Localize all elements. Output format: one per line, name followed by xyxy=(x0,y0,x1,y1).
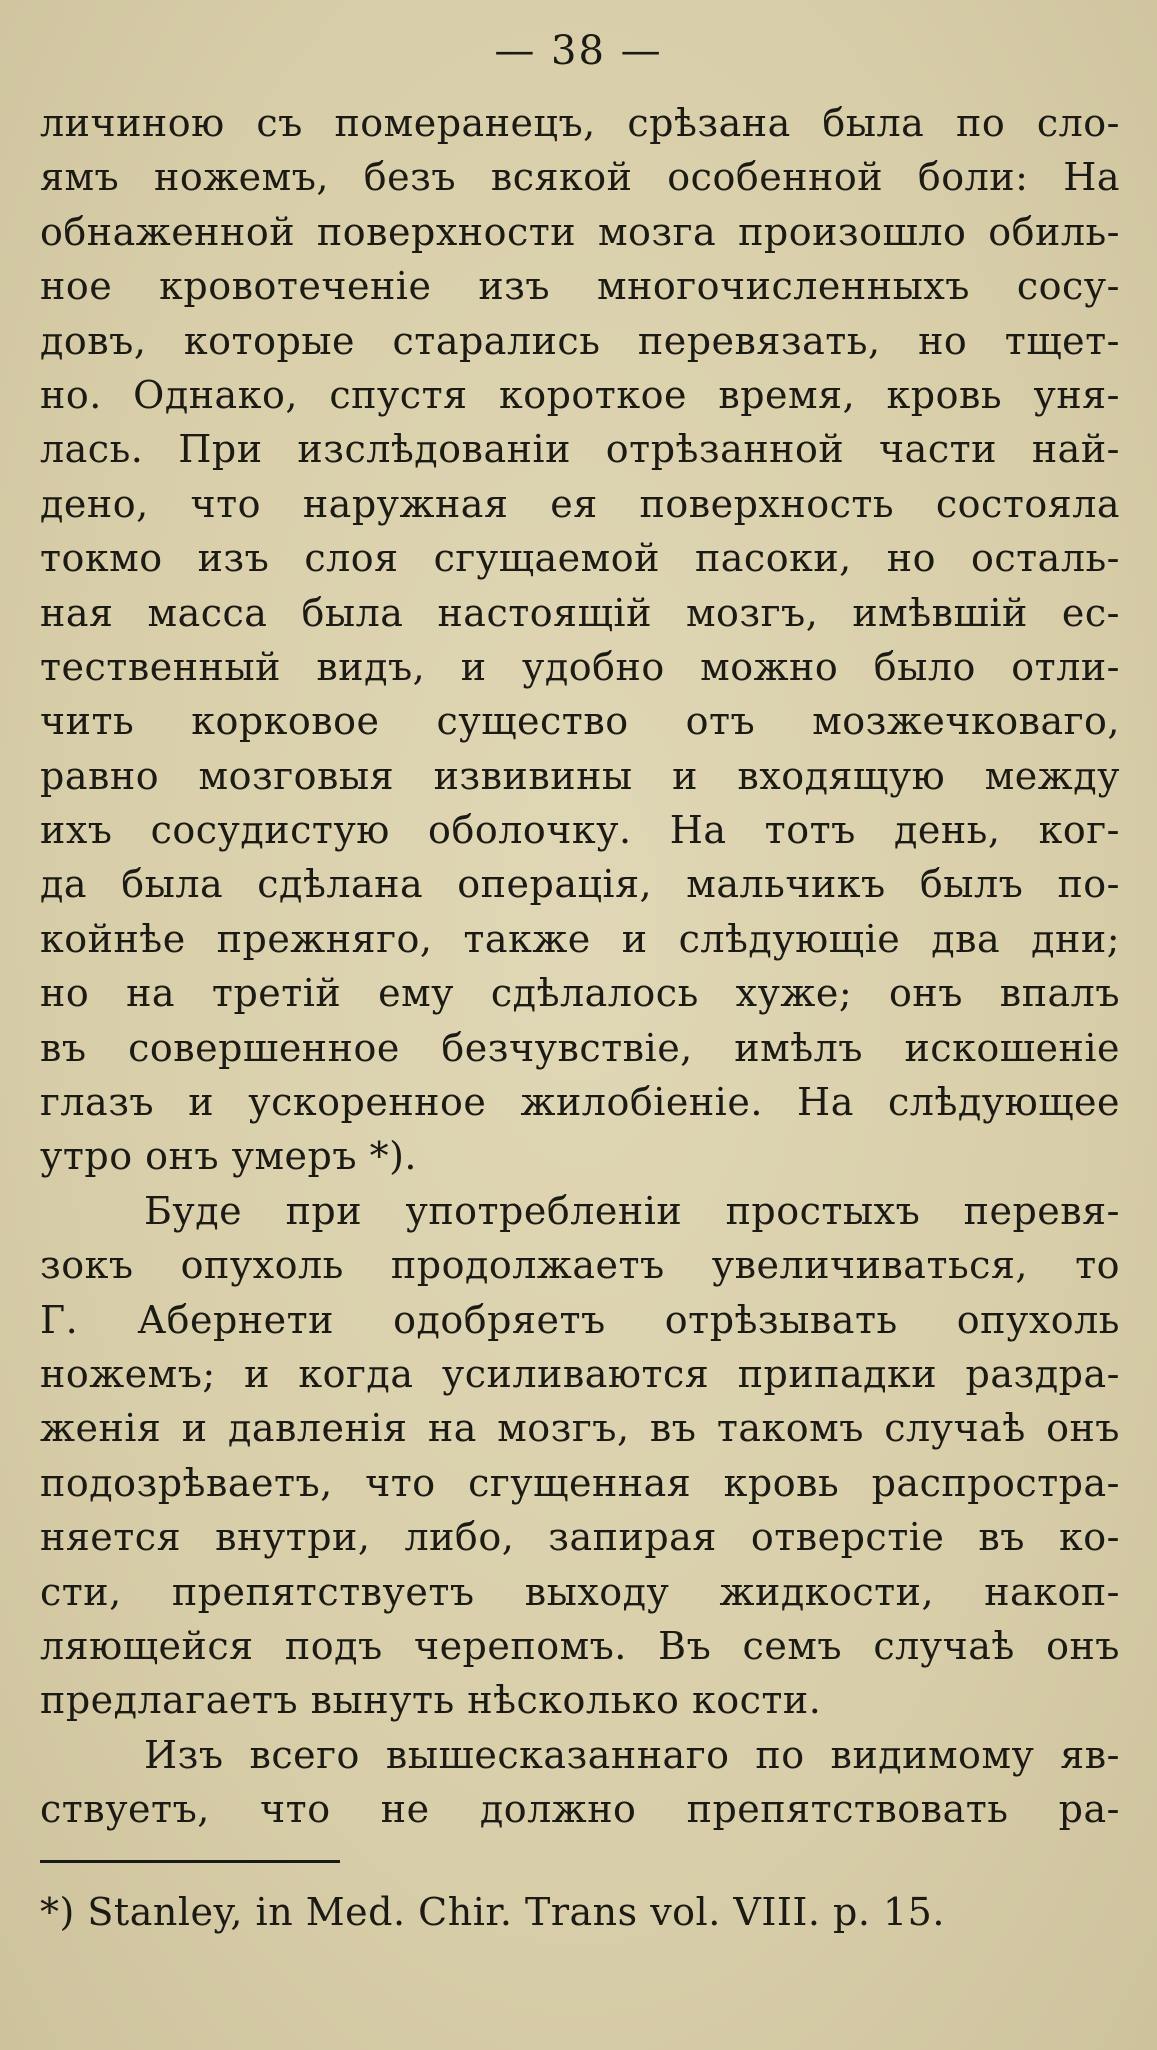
text-line: зокъ опухоль продолжаетъ увеличиваться, то xyxy=(40,1243,1120,1288)
text-line: няется внутри, либо, запирая отверстіе въ ко- xyxy=(40,1515,1120,1560)
text-line: но на третій ему сдѣлалось хуже; онъ впалъ xyxy=(40,971,1120,1016)
footnote: *) Stanley, in Med. Chir. Trans vol. VIII. p. 15. xyxy=(40,1890,945,1934)
text-line: ямъ ножемъ, безъ всякой особенной боли: На xyxy=(40,155,1120,200)
text-line: ная масса была настоящій мозгъ, имѣвшій ес- xyxy=(40,590,1120,635)
body-text xyxy=(40,96,1120,1837)
text-line: обнаженной поверхности мозга произошло обиль- xyxy=(40,209,1120,254)
text-line: женія и давленія на мозгъ, въ такомъ случаѣ онъ xyxy=(40,1406,1120,1451)
text-line: ствуетъ, что не должно препятствовать ра- xyxy=(40,1787,1120,1832)
text-line: Изъ всего вышесказаннаго по видимому яв- xyxy=(144,1732,1120,1777)
footnote-divider xyxy=(40,1860,340,1863)
text-line: глазъ и ускоренное жилобіеніе. На слѣдующее xyxy=(40,1080,1120,1125)
text-line: утро онъ умеръ *). xyxy=(40,1134,418,1179)
text-line: токмо изъ слоя сгущаемой пасоки, но осталь- xyxy=(40,536,1120,581)
text-line: ляющейся подъ черепомъ. Въ семъ случаѣ онъ xyxy=(40,1623,1120,1668)
text-line: довъ, которые старались перевязать, но тщет- xyxy=(40,318,1120,363)
text-line: ихъ сосудистую оболочку. На тотъ день, ког- xyxy=(40,808,1120,853)
text-line: равно мозговыя извивины и входящую между xyxy=(40,753,1120,798)
text-line: въ совершенное безчувствіе, имѣлъ искошеніе xyxy=(40,1025,1120,1070)
text-line: чить корковое существо отъ мозжечковаго, xyxy=(40,699,1120,744)
text-line: койнѣе прежняго, также и слѣдующіе два дни; xyxy=(40,916,1120,961)
text-line: ное кровотеченіе изъ многочисленныхъ сосу- xyxy=(40,264,1120,309)
text-line: лась. При изслѣдованіи отрѣзанной части най- xyxy=(40,427,1120,472)
text-line: личиною съ померанецъ, срѣзана была по сло- xyxy=(40,101,1120,145)
text-line: Буде при употребленіи простыхъ перевя- xyxy=(144,1188,1120,1233)
page-number: — 38 — xyxy=(494,28,663,74)
text-line: да была сдѣлана операція, мальчикъ былъ по- xyxy=(40,862,1120,907)
text-line: ножемъ; и когда усиливаются припадки раздра- xyxy=(40,1351,1120,1396)
text-line: подозрѣваетъ, что сгущенная кровь распростра- xyxy=(40,1460,1120,1505)
text-line: дено, что наружная ея поверхность состояла xyxy=(40,481,1120,526)
text-line: тественный видъ, и удобно можно было отли- xyxy=(40,644,1120,689)
text-line: Г. Абернети одобряетъ отрѣзывать опухоль xyxy=(40,1297,1120,1342)
text-line: но. Однако, спустя короткое время, кровь уня- xyxy=(40,372,1120,417)
text-line: сти, препятствуетъ выходу жидкости, накоп- xyxy=(40,1569,1120,1614)
text-line: предлагаетъ вынуть нѣсколько кости. xyxy=(40,1678,822,1723)
